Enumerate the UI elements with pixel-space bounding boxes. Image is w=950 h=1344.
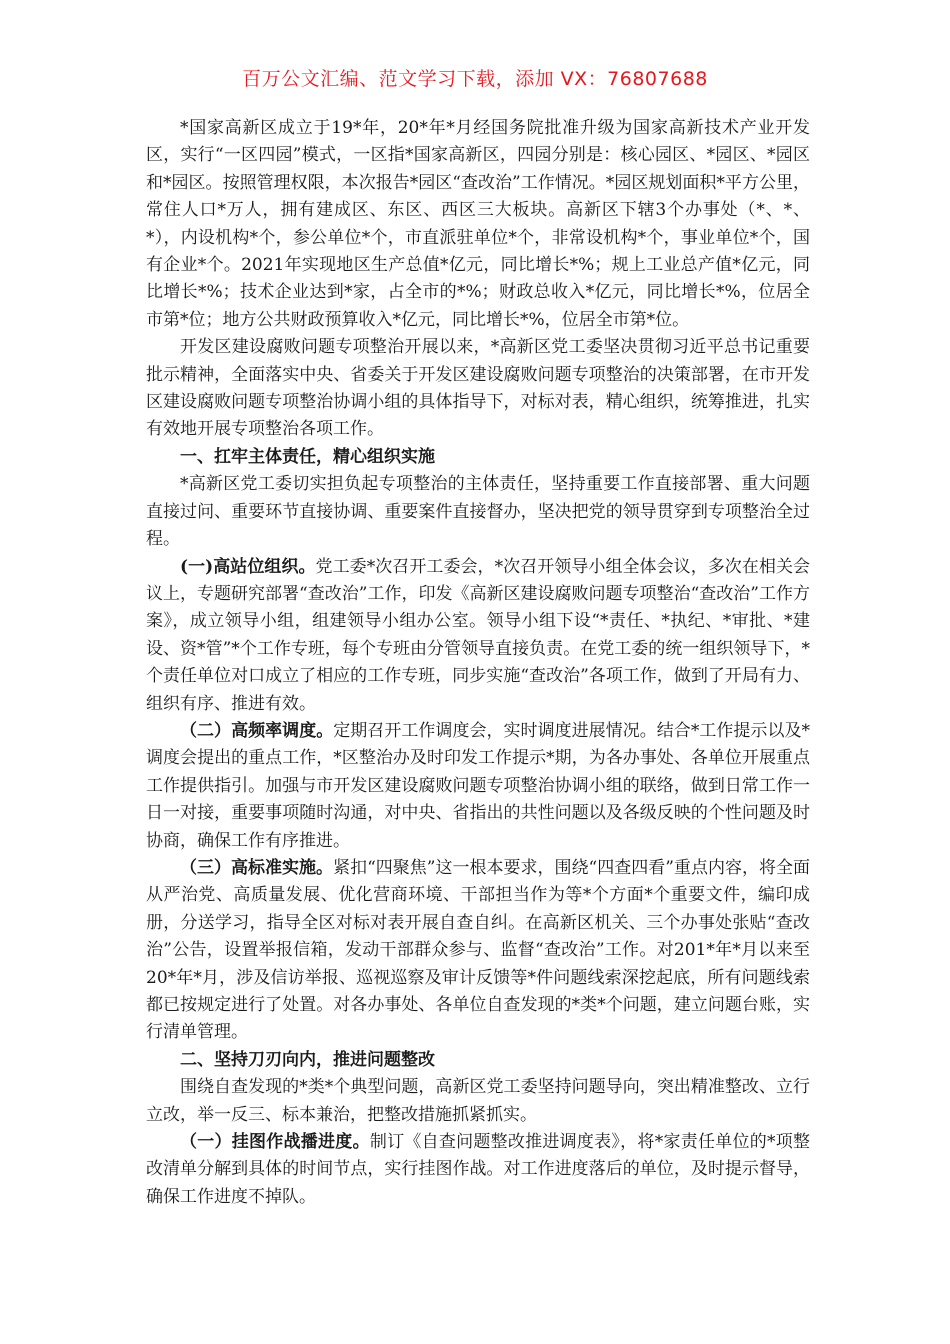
paragraph-high-frequency-scheduling bbox=[146, 718, 810, 855]
paragraph-introduction: 开发区建设腐败问题专项整治开展以来，*高新区党工委坚决贯彻习近平总书记重要批示精神，全面落实中央、省委关于开发区建设腐败问题专项整治的决策部署，在市开发区建设腐败问题专项整治协调小组的具体指导下，对标对表，精心组织，统筹推进，扎实有效地开展专项整治各项工作。 bbox=[146, 337, 810, 440]
paragraph-text: 党工委*次召开工委会，*次召开领导小组全体会议，多次在相关会议上，专题研究部署“查改治”工作，印发《高新区建设腐败问题专项整治“查改治”工作方案》，成立领导小组，组建领导小组办公室。领导小组下设“*责任、*执纪、*审批、*建设、资*管”*个工作专班，每个专班由分管领导直接负责。在党工委的统一组织领导下，*个责任单位对口成立了相应的工作专班，同步实施“查改治”各项工作，做到了开局有力、组织有序、推进有效。 bbox=[146, 556, 811, 714]
paragraph-overview: *国家高新区成立于19*年，20*年*月经国务院批准升级为国家高新技术产业开发区，实行“一区四园”模式，一区指*国家高新区，四园分别是：核心园区、*园区、*园区和*园区。按照管理权限，本次报告*园区“查改治”工作情况。*园区规划面积*平方公里，常住人口*万人，拥有建成区、东区、西区三大板块。高新区下辖3个办事处（*、*、*），内设机构*个，参公单位*个，市直派驻单位*个，非常设机构*个，事业单位*个，国有企业*个。2021年实现地区生产总值*亿元，同比增长*%；规上工业总产值*亿元，同比增长*%；技术企业达到*家，占全市的*%；财政总收入*亿元，同比增长*%，位居全市第*位；地方公共财政预算收入*亿元，同比增长*%，位居全市第*位。 bbox=[146, 118, 810, 330]
subheading-lead: (一)高站位组织。 bbox=[180, 556, 316, 577]
paragraph-section-1-intro: *高新区党工委切实担负起专项整治的主体责任，坚持重要工作直接部署、重大问题直接过问、重要环节直接协调、重要案件直接督办，坚决把党的领导贯穿到专项整治全过程。 bbox=[146, 474, 810, 550]
paragraph-text: 制订《自查问题整改推进调度表》，将*家责任单位的*项整改清单分解到具体的时间节点，实行挂图作战。对工作进度落后的单位，及时提示督导，确保工作进度不掉队。 bbox=[146, 1132, 811, 1207]
paragraph-progress-chart bbox=[146, 1129, 810, 1211]
paragraph-text: 定期召开工作调度会，实时调度进展情况。结合*工作提示以及*调度会提出的重点工作，*区整治办及时印发工作提示*期，为各办事处、各单位开展重点工作提供指引。加强与市开发区建设腐败问题专项整治协调小组的联络，做到日常工作一日一对接，重要事项随时沟通，对中央、省指出的共性问题以及各级反映的个性问题及时协商，确保工作有序推进。 bbox=[146, 720, 811, 851]
subheading-lead: （二）高频率调度。 bbox=[180, 720, 334, 741]
paragraph-text: 紧扣“四聚焦”这一根本要求，围绕“四查四看”重点内容，将全面从严治党、高质量发展、优化营商环境、干部担当作为等*个方面*个重要文件，编印成册，分送学习，指导全区对标对表开展自查自纠。在高新区机关、三个办事处张贴“查改治”公告，设置举报信箱，发动干部群众参与、监督“查改治”工作。对201*年*月以来至20*年*月，涉及信访举报、巡视巡察及审计反馈等*件问题线索深挖起底，所有问题线索都已按规定进行了处置。对各办事处、各单位自查发现的*类*个问题，建立问题台账，实行清单管理。 bbox=[146, 857, 811, 1043]
section-heading-1: 一、扛牢主体责任，精心组织实施 bbox=[180, 446, 435, 467]
section-heading-2: 二、坚持刀刃向内，推进问题整改 bbox=[180, 1049, 435, 1070]
paragraph-section-2-intro: 围绕自查发现的*类*个典型问题，高新区党工委坚持问题导向，突出精准整改、立行立改，举一反三、标本兼治，把整改措施抓紧抓实。 bbox=[146, 1077, 810, 1125]
promo-banner: 百万公文汇编、范文学习下载，添加 VX：76807688 bbox=[242, 68, 708, 90]
paragraph-high-standard-implementation bbox=[146, 855, 810, 1047]
subheading-lead: （一）挂图作战播进度。 bbox=[180, 1132, 370, 1153]
document-body bbox=[146, 115, 810, 1211]
subheading-lead: （三）高标准实施。 bbox=[180, 857, 334, 878]
paragraph-high-level-organization bbox=[146, 554, 810, 718]
